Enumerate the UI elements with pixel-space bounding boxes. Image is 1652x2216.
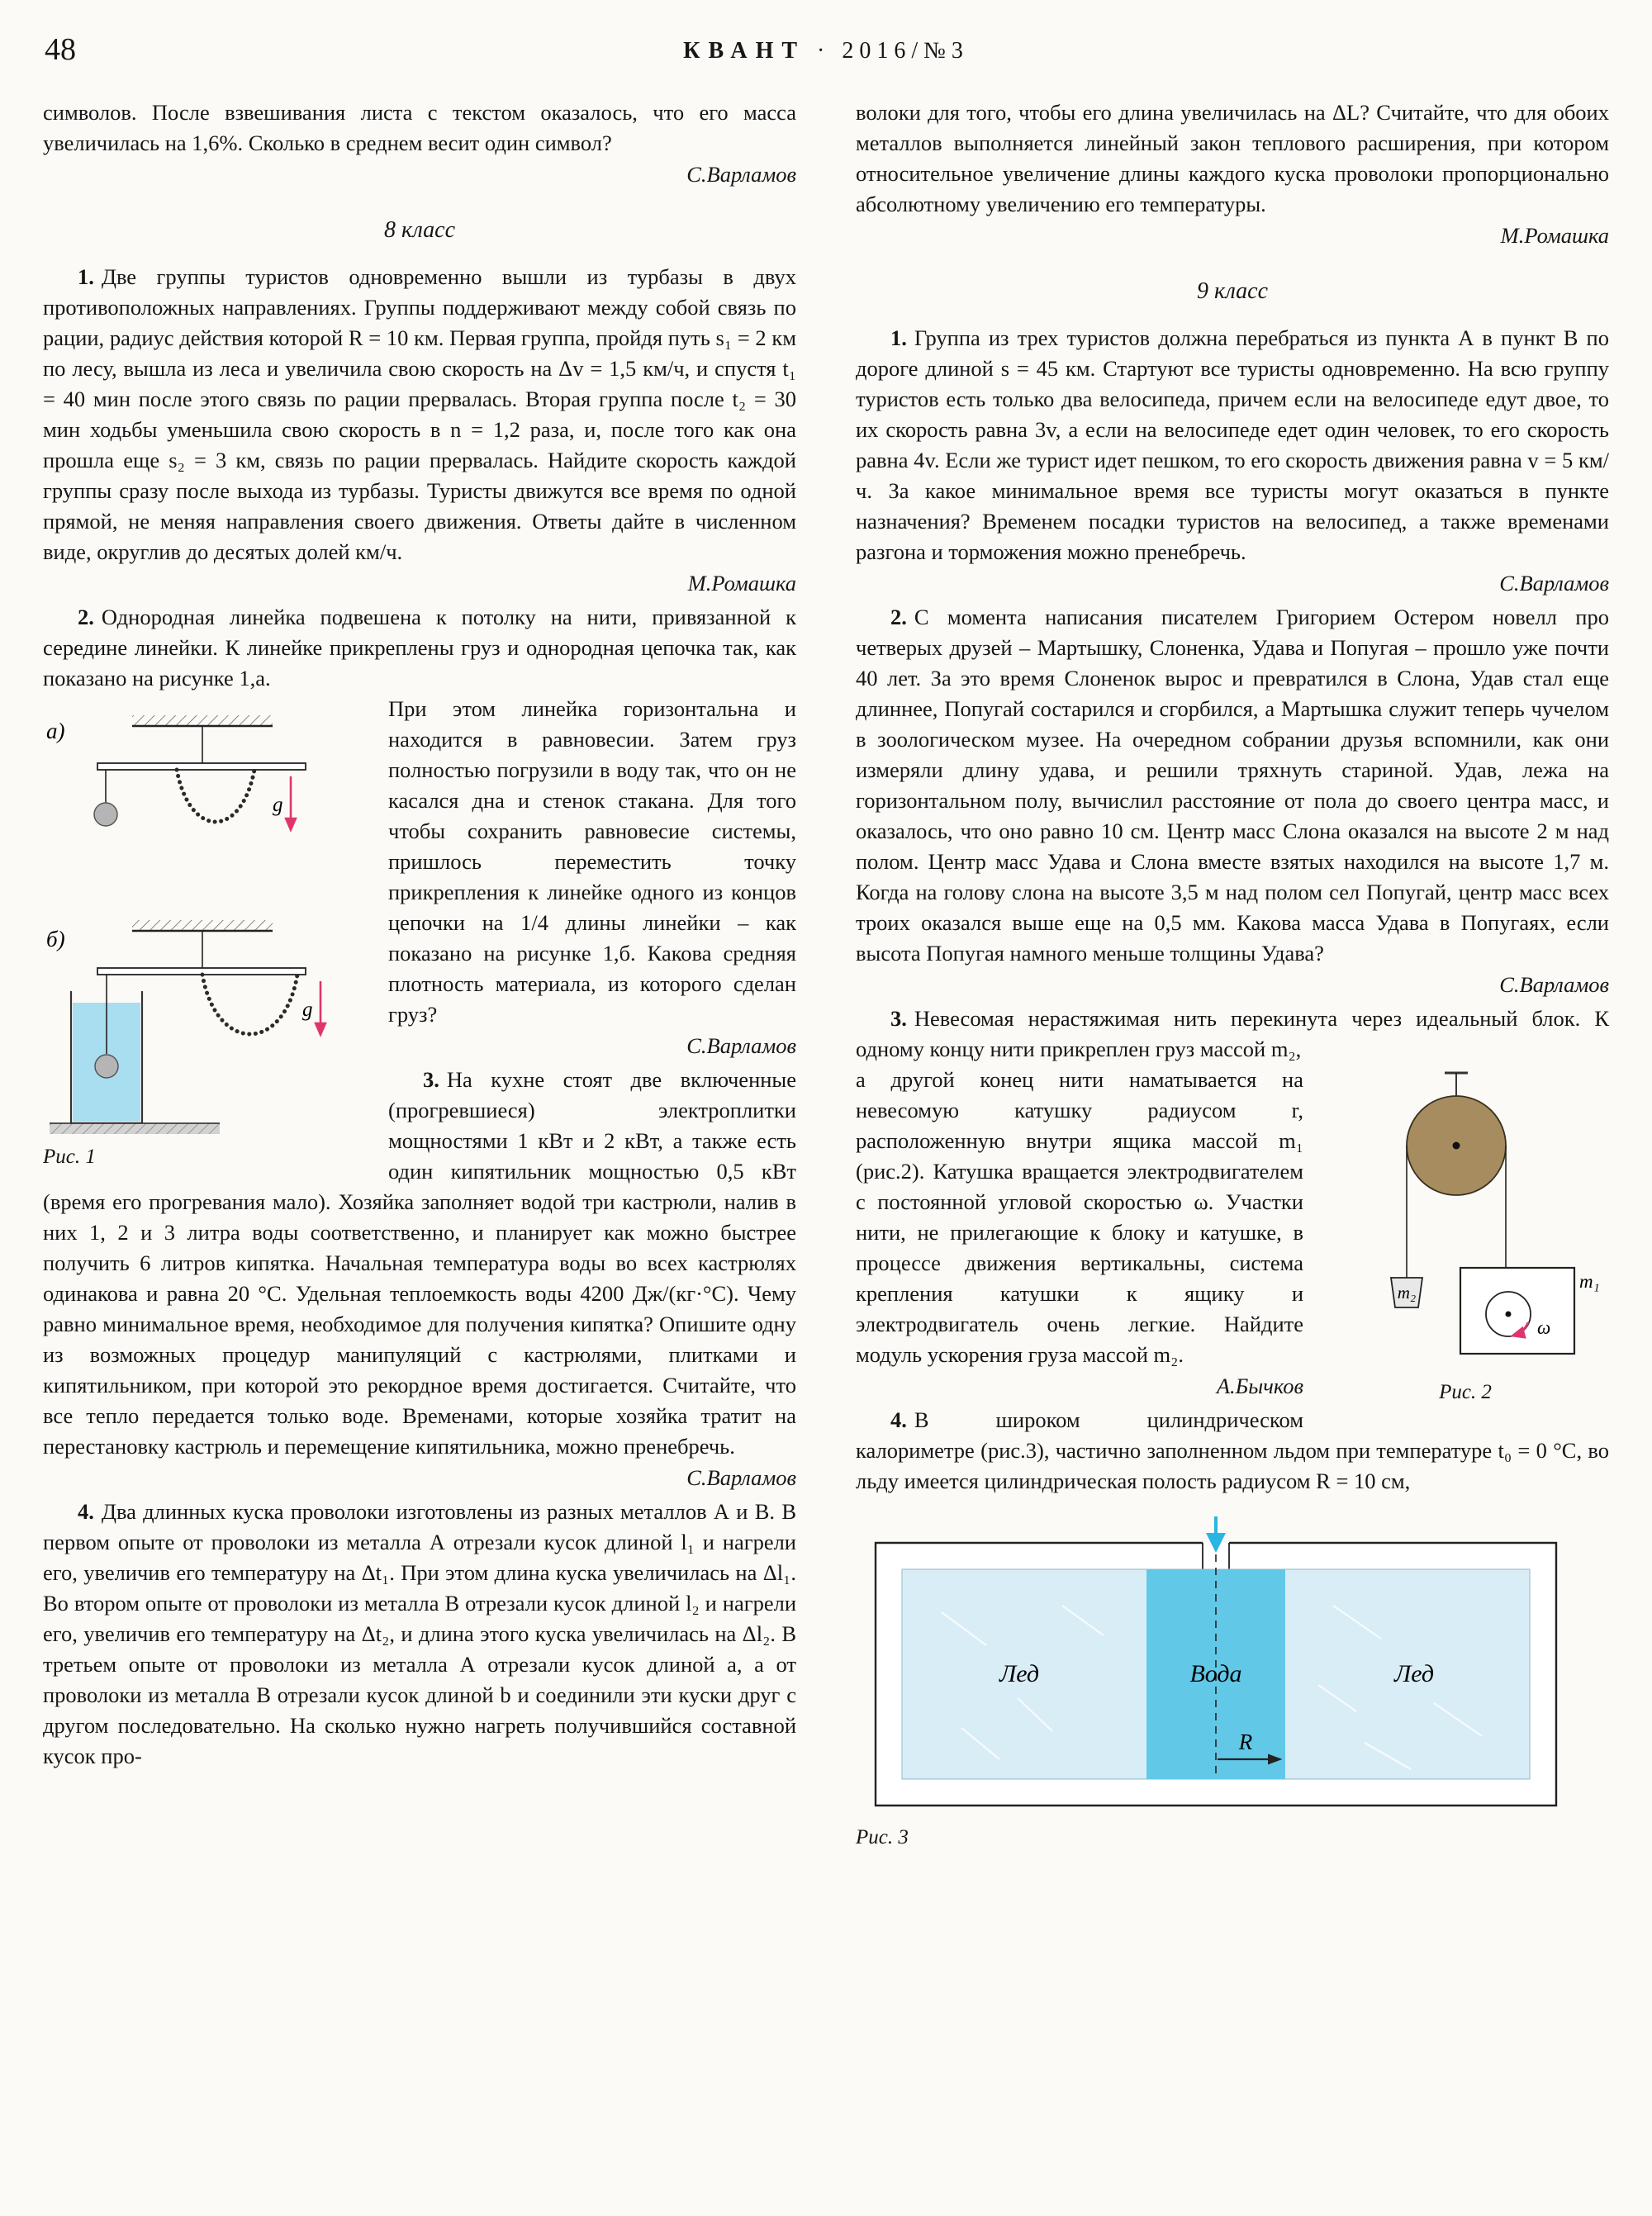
- problem-text: На кухне стоят две включенные (прогревшиеся) электроплитки мощностями 1 кВт и 2 кВт, а также есть один кипятильник мощностью 0,5 кВт (время его прогревания мало). Хозяйка заполняет водой три кастрюли, налив в них 1, 2 и 3 литра воды соответственно, и планирует как можно быстрее получить 6 литров кипятка. Начальная температура воды во всех кастрюлях одинакова и равна 20 °C. Удельная теплоемкость воды 4200 Дж/(кг·°С). Чему равно минимальное время, необходимое для получения кипятка? Опишите одну из возможных процедур манипуляций с кастрюлями, плитками и кипятильником, при которой это рекордное время достигается. Считайте, что все тепло передается только воде. Временами, которые хозяйка тратит на перестановку кастрюль и перемещение кипятильника, можно пренебречь.: [43, 1067, 796, 1459]
- problem-9-4: [856, 1405, 1609, 1497]
- problem-text: В широком цилиндрическом калориметре (рис.3), частично заполненном льдом при температуре t₀ = 0 °C, во льду имеется цилиндрическая полость радиусом R = 10 см,: [856, 1407, 1609, 1493]
- continuation-paragraph: волоки для того, чтобы его длина увеличилась на ΔL? Считайте, что для обоих металлов выполняется линейный закон теплового расширения, при котором относительное увеличение длины каждого куска проволоки пропорционально абсолютному увеличению его температуры.: [856, 100, 1609, 216]
- page-header: [43, 25, 1609, 79]
- figure-2: [1322, 1070, 1609, 1407]
- grade-9-heading: 9 класс: [1196, 278, 1269, 304]
- problem-number: 4.: [78, 1499, 94, 1524]
- figure-1-caption: Рис. 1: [43, 1146, 96, 1168]
- gravity-label: g: [273, 794, 283, 816]
- problem-9-1: [856, 323, 1609, 567]
- continuation-paragraph: символов. После взвешивания листа с текстом оказалось, что его масса увеличилась на 1,6%. Сколько в среднем весит один символ?: [43, 100, 796, 155]
- problem-number: 1.: [890, 325, 907, 350]
- subfigure-b: [46, 920, 320, 1134]
- page-number: 48: [45, 32, 76, 67]
- weight: [95, 1055, 118, 1078]
- author-signature: С.Варламов: [1499, 972, 1609, 997]
- author-signature: С.Варламов: [686, 162, 796, 187]
- problem-text: Две группы туристов одновременно вышли из турбазы в двух противоположных направлениях. Группы поддерживают между собой связь по рации, радиус действия которой R = 10 км. Первая группа, пройдя путь s₁ = 2 км по лесу, вышла из леса и увеличила свою скорость на Δv = 1,5 км/ч, и спустя t₁ = 40 мин после этого связь по рации прервалась. Вторая группа после t₂ = 30 мин ходьбы уменьшила свою скорость в n = 1,2 раза, и, после того как она прошла еще s₂ = 3 км, связь по рации прервалась. Найдите скорость каждой группы сразу после выхода из турбазы. Туристы движутся все время по одной прямой, не меняя направления своего движения. Ответы дайте в численном виде, округлив до десятых долей км/ч.: [43, 264, 796, 564]
- figure-3-caption: Рис. 3: [856, 1826, 909, 1848]
- spool-axle: [1506, 1312, 1512, 1317]
- problem-8-4: [43, 1497, 796, 1772]
- problem-9-3: [856, 1004, 1609, 1065]
- problem-9-2: [856, 602, 1609, 969]
- figure-2-caption: Рис. 2: [1439, 1381, 1492, 1403]
- problem-number: 2.: [78, 605, 94, 629]
- author-signature: А.Бычков: [1216, 1374, 1303, 1398]
- ice-right-label: Лед: [1393, 1660, 1435, 1687]
- problem-8-1: [43, 262, 796, 567]
- subfigure-a: [46, 715, 306, 829]
- problem-number: 3.: [890, 1006, 907, 1031]
- problem-text: Группа из трех туристов должна перебраться из пункта А в пункт В по дороге длиной s = 45 км. Стартуют все туристы одновременно. На всю группу туристов есть только два велосипеда, причем если на велосипеде едут двое, то их скорость равна 3v, а если на велосипеде едет один человек, то его скорость равна 4v. Если же турист идет пешком, то его скорость движения равна v = 5 км/ч. За какое минимальное время все туристы могут оказаться в пункте назначения? Временем посадки туристов на велосипед, а также временами разгона и торможения можно пренебречь.: [856, 325, 1609, 564]
- journal-masthead: [43, 25, 1609, 64]
- problem-text: С момента написания писателем Григорием Остером новелл про четверых друзей – Мартышку, Слоненка, Удава и Попугая – прошло уже почти 40 лет. За это время Слоненок вырос и превратился в Слона, Удав стал еще длиннее, Попугай состарился и сгорбился, а Мартышка служит теперь чучелом в зоологическом музее. На очередном собрании друзья вспомнили, как они измеряли длину удава, и решили тряхнуть стариной. Удав, лежа на горизонтальном полу, вычислил расстояние от пола до своего центра масс, и оказалось, что оно равно 10 см. Центр масс Слона оказался на высоте 2 м над полом. Центр масс Удава и Слона вместе взятых находился на высоте 1,7 м. Когда на голову слона на высоте 3,5 м над полом сел Попугай, центр масс всех троих оказался выше еще на 0,5 мм. Какова масса Удава в Попугаях, если высота Попугая намного меньше толщины Удава?: [856, 605, 1609, 966]
- pulley-axle: [1453, 1142, 1460, 1150]
- problem-number: 2.: [890, 605, 907, 629]
- problem-9-3-continuation: а другой конец нити наматывается на невесомую катушку радиусом r, расположенную внутри ящика массой m₁ (рис.2). Катушка вращается электродвигателем с постоянной угловой скоростью ω. Участки нити, не прилегающие к блоку и катушке, в процессе движения вертикальны, система крепления катушки к ящику и электродвигатель очень легкие. Найдите модуль ускорения груза массой m₂.: [856, 1067, 1303, 1367]
- author-signature: С.Варламов: [1499, 571, 1609, 596]
- water-label: Вода: [1189, 1660, 1242, 1687]
- problem-number: 4.: [890, 1407, 907, 1432]
- figure-1-drawing: [43, 700, 367, 1138]
- problem-text: Однородная линейка подвешена к потолку на нити, привязанной к середине линейки. К линейке прикреплены груз и однородная цепочка так, как показано на рисунке 1,а.: [43, 605, 796, 690]
- masthead-separator: ·: [817, 38, 831, 64]
- radius-label: R: [1238, 1730, 1253, 1754]
- ceiling-hatch: [132, 920, 273, 931]
- ice-left-label: Лед: [999, 1660, 1040, 1687]
- column-right: [856, 97, 1609, 1853]
- journal-title: КВАНТ: [683, 38, 806, 64]
- figure-2-drawing: [1322, 1070, 1609, 1374]
- table-hatch: [50, 1123, 220, 1134]
- omega-label: ω: [1537, 1317, 1551, 1338]
- mass-2-label: m₂: [1397, 1283, 1417, 1303]
- problem-8-2-continuation: При этом линейка горизонтальна и находится в равновесии. Затем груз полностью погрузили в воду так, что он не касался дна и стенок стакана. Для того чтобы сохранить равновесие системы, пришлось переместить точку прикрепления к линейке одного из концов цепочки на 1/4 длины линейки – как показано на рисунке 1,б. Какова средняя плотность материала, из которого сделан груз?: [388, 696, 796, 1027]
- gravity-label: g: [302, 999, 313, 1021]
- problem-number: 1.: [78, 264, 94, 289]
- author-signature: С.Варламов: [686, 1465, 796, 1490]
- author-signature: М.Ромашка: [1500, 223, 1609, 248]
- two-column-layout: [43, 97, 1609, 1853]
- author-signature: С.Варламов: [686, 1033, 796, 1058]
- figure-3: [856, 1515, 1576, 1853]
- subfigure-a-label: а): [46, 719, 65, 743]
- column-left: [43, 97, 796, 1853]
- chain: [202, 975, 297, 1034]
- mass-1-label: m₁: [1579, 1271, 1600, 1292]
- author-signature: М.Ромашка: [687, 571, 796, 596]
- ruler: [97, 763, 306, 770]
- figure-3-drawing: [856, 1515, 1576, 1819]
- chain: [177, 770, 254, 822]
- subfigure-b-label: б): [46, 927, 65, 951]
- figure-1: [43, 700, 367, 1172]
- issue-label: 2016/№3: [842, 38, 969, 64]
- problem-number: 3.: [423, 1067, 439, 1092]
- problem-text: Невесомая нерастяжимая нить перекинута через идеальный блок. К одному концу нити прикреплен груз массой m₂,: [856, 1006, 1609, 1061]
- problem-8-2: [43, 602, 796, 694]
- weight: [94, 803, 117, 826]
- ceiling-hatch: [132, 715, 273, 726]
- grade-8-heading: 8 класс: [383, 217, 456, 243]
- problem-text: Два длинных куска проволоки изготовлены из разных металлов А и В. В первом опыте от проволоки из металла А отрезали кусок длиной l₁ и нагрели его, увеличив его температуру на Δt₁. При этом длина куска увеличилась на Δl₁. Во втором опыте от проволоки из металла В отрезали кусок длиной l₂ и нагрели его, увеличив его температуру на Δt₂, и длина этого куска увеличилась на Δl₂. В третьем опыте от проволоки из металла А отрезали кусок длиной a, а от проволоки из металла В отрезали кусок длиной b и соединили эти куски друг с другом последовательно. На сколько нужно нагреть получившийся составной кусок про-: [43, 1499, 796, 1768]
